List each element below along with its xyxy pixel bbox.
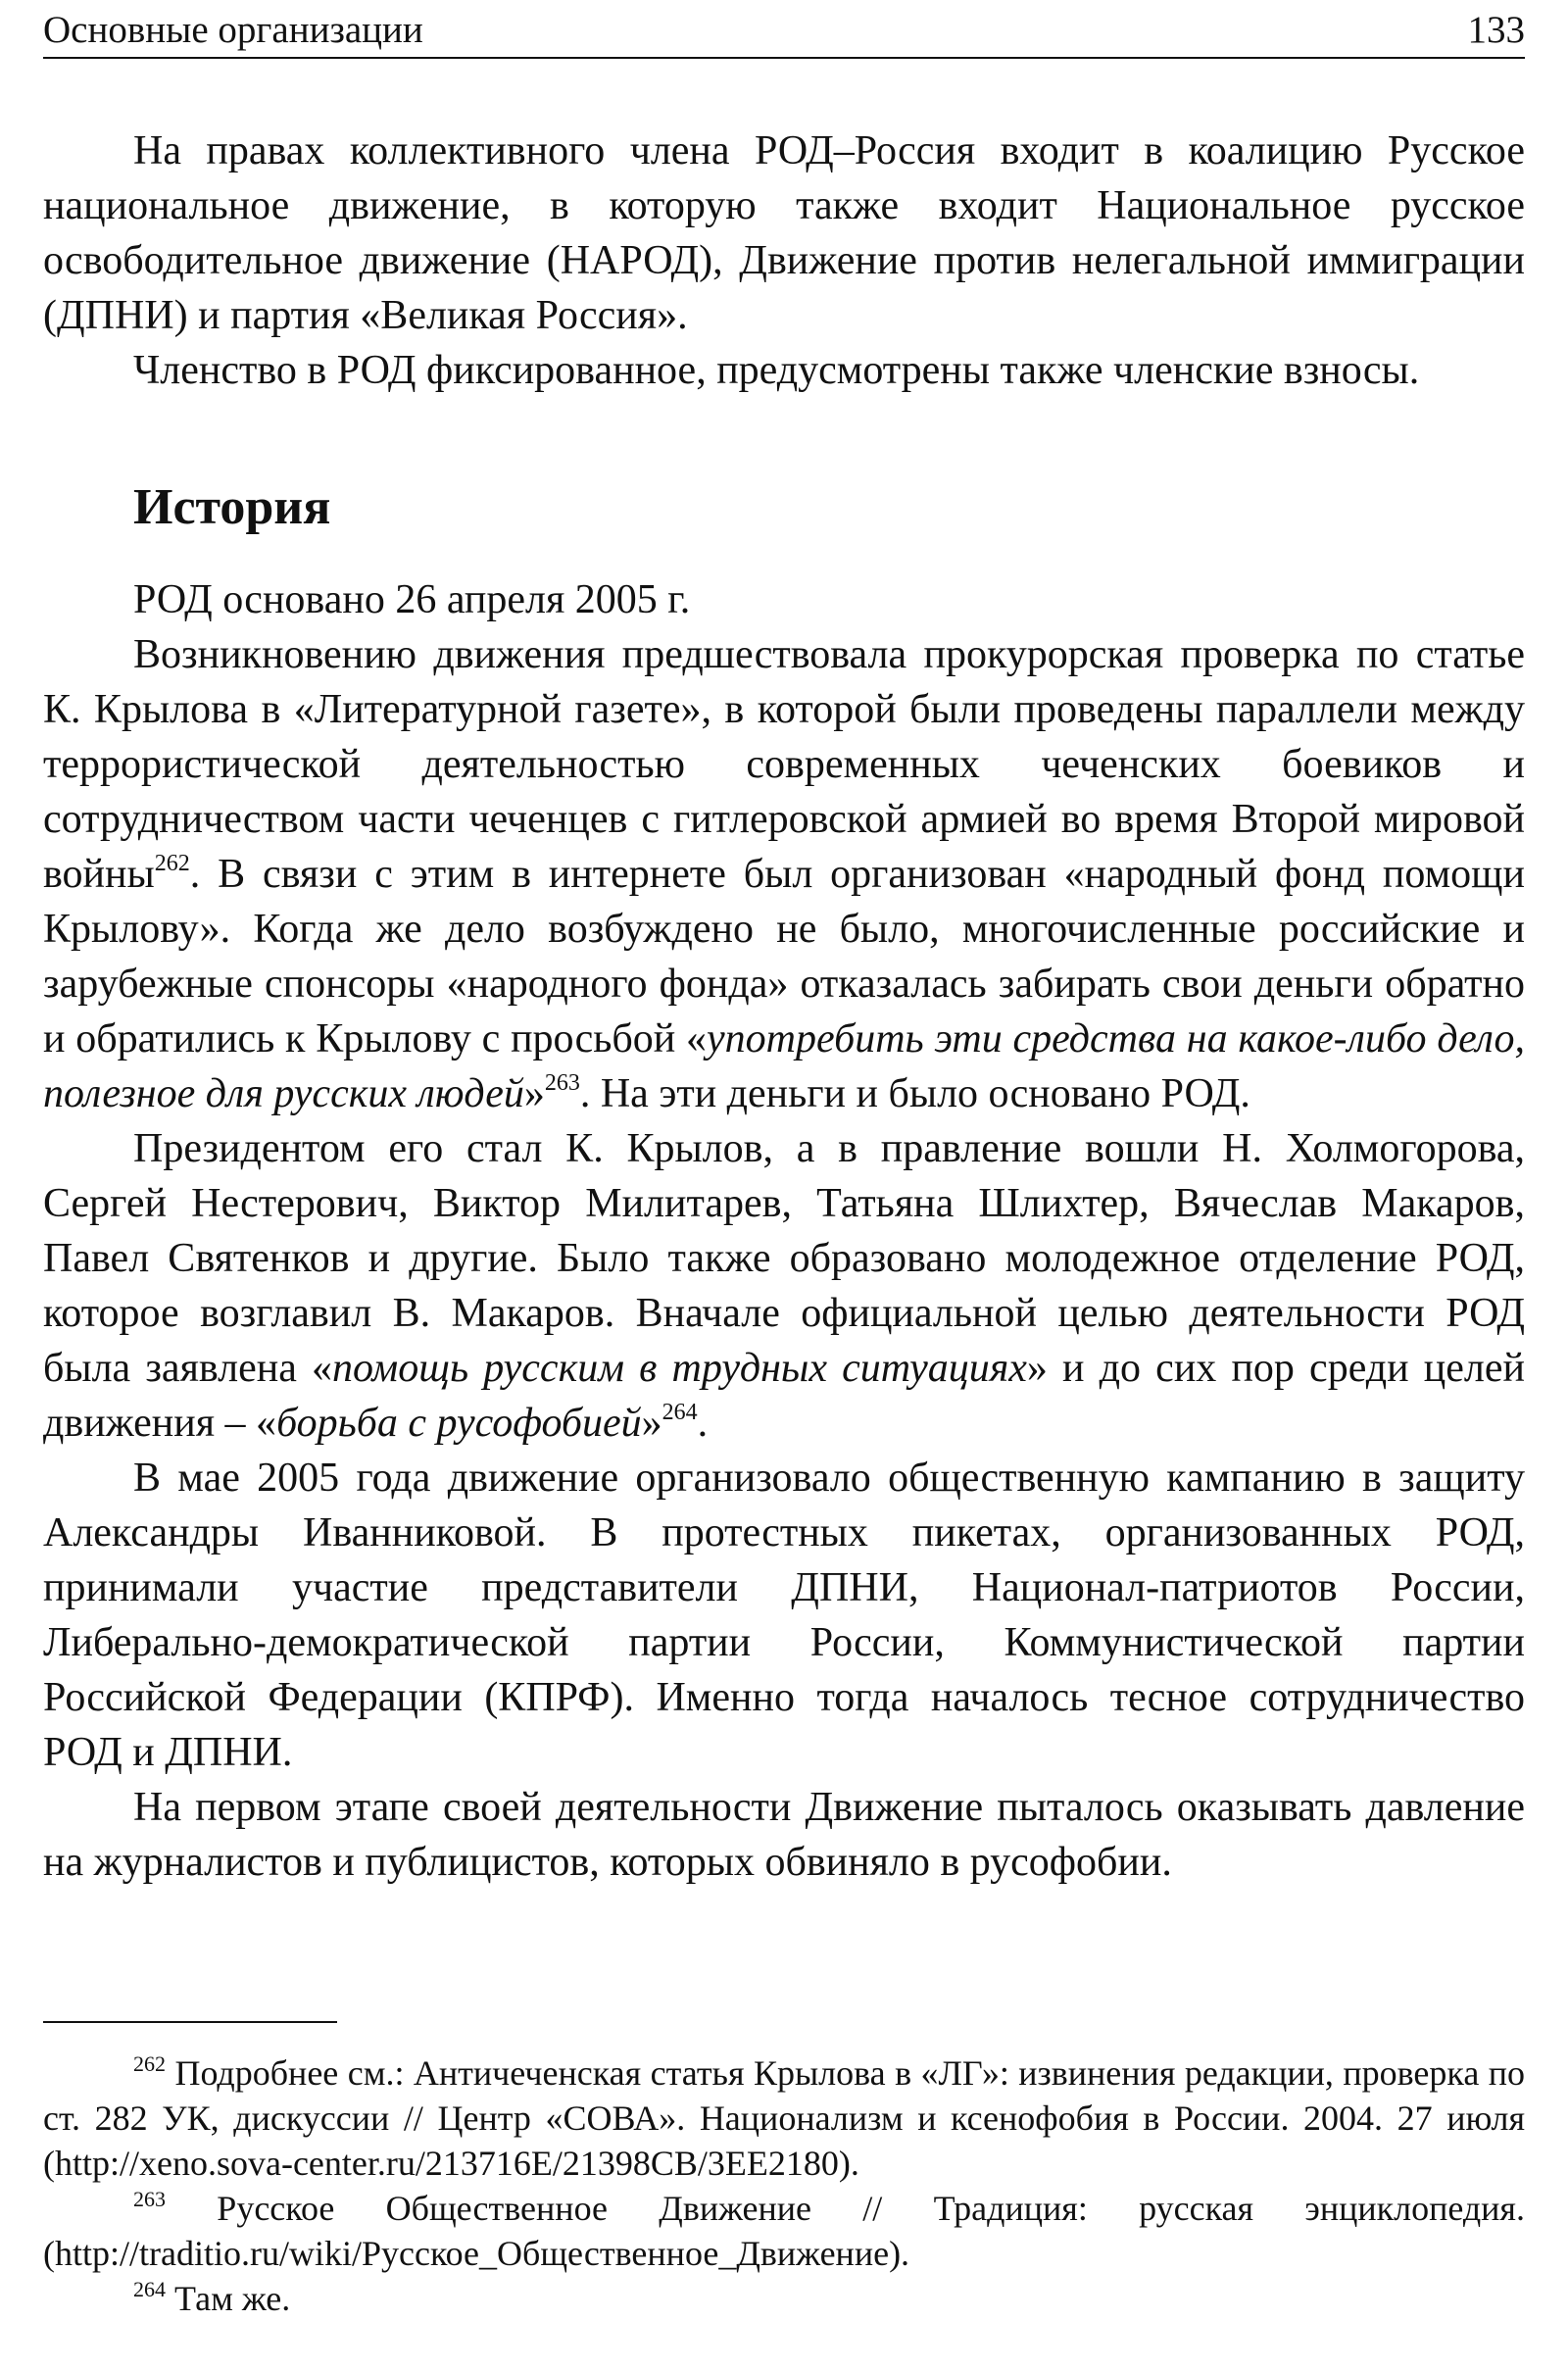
footnote-264 bbox=[43, 2276, 1525, 2321]
footnote-ref-263: 263 bbox=[544, 1070, 580, 1096]
footnote-text: Там же. bbox=[174, 2279, 291, 2318]
president-quote-russophobia: борьба с русофобией bbox=[276, 1401, 642, 1446]
footnote-number: 263 bbox=[133, 2187, 166, 2211]
footnote-262 bbox=[43, 2050, 1525, 2186]
president-text-part: » bbox=[641, 1401, 662, 1446]
footnote-ref-262: 262 bbox=[154, 851, 190, 876]
footnote-text: Подробнее см.: Античеченская статья Крылова в «ЛГ»: извинения редакции, проверка по ст. 282 УК, дискуссии // Центр «СОВА». Национализм и ксенофобия в России. 2004. 27 июля (http://xeno.sova-center.ru/213716E/21398CB/3EE2180). bbox=[43, 2053, 1526, 2183]
paragraph-first-stage: На первом этапе своей деятельности Движение пыталось оказывать давление на журналистов и публицистов, которых обвиняло в русофобии. bbox=[43, 1785, 1525, 1885]
footnote-number: 264 bbox=[133, 2277, 166, 2301]
footnote-text: Русское Общественное Движение // Традиция: русская энциклопедия. (http://traditio.ru/wiki/Русское_Общественное_Движение). bbox=[43, 2189, 1525, 2273]
origin-text-part: » bbox=[523, 1071, 545, 1116]
origin-quote: употребить эти средства на какое-либо дело, полезное для русских людей bbox=[43, 1016, 1526, 1116]
president-text-part: Президентом его стал К. Крылов, а в правление вошли Н. Холмогорова, Сергей Нестерович, Виктор Милитарев, Татьяна Шлихтер, Вячеслав Макаров, Павел Святенков и другие. Было также образовано молодежное отделение РОД, которое возглавил В. Макаров. Вначале официальной целью деятельности РОД была заявлена « bbox=[43, 1126, 1525, 1391]
main-text bbox=[43, 123, 1525, 1890]
origin-text-part: . В связи с этим в интернете был организован «народный фонд помощи Крылову». Когда же дело возбуждено не было, многочисленные российские и зарубежные спонсоры «народного фонда» отказалась забирать свои деньги обратно и обратились к Крылову с просьбой « bbox=[43, 852, 1525, 1062]
book-page bbox=[43, 0, 1525, 2370]
paragraph-origin bbox=[43, 627, 1525, 1121]
president-quote-help: помощь русским в трудных ситуациях bbox=[332, 1346, 1027, 1391]
footnotes bbox=[43, 2050, 1525, 2321]
section-heading-history: История bbox=[133, 479, 331, 535]
president-text-part: » и до сих пор среди целей движения – « bbox=[43, 1346, 1525, 1446]
paragraph-president bbox=[43, 1121, 1525, 1451]
footnote-divider bbox=[43, 2021, 337, 2023]
president-text-part: . bbox=[697, 1401, 709, 1446]
footnote-263 bbox=[43, 2186, 1525, 2276]
origin-text-part: . На эти деньги и было основано РОД. bbox=[579, 1071, 1250, 1116]
footnote-ref-264: 264 bbox=[662, 1400, 698, 1425]
origin-text-part: Возникновению движения предшествовала прокурорская проверка по статье К. Крылова в «Литературной газете», в которой были проведены параллели между террористической деятельностью современных чеченских боевиков и сотрудничеством части чеченцев с гитлеровской армией во время Второй мировой войны bbox=[43, 632, 1525, 897]
footnote-number: 262 bbox=[133, 2051, 166, 2076]
paragraph-may-2005: В мае 2005 года движение организовало общественную кампанию в защиту Александры Иванниковой. В протестных пикетах, организованных РОД, принимали участие представители ДПНИ, Национал-патриотов России, Либерально-демократической партии России, Коммунистической партии Российской Федерации (КПРФ). Именно тогда началось тесное сотрудничество РОД и ДПНИ. bbox=[43, 1456, 1525, 1775]
paragraph-founded: РОД основано 26 апреля 2005 г. bbox=[133, 577, 691, 622]
running-header-title: Основные организации bbox=[43, 9, 423, 51]
paragraph-membership: Членство в РОД фиксированное, предусмотрены также членские взносы. bbox=[133, 348, 1420, 393]
running-header bbox=[43, 6, 1525, 59]
paragraph-coalition: На правах коллективного члена РОД–Россия входит в коалицию Русское национальное движение, в которую также входит Национальное русское освободительное движение (НАРОД), Движение против нелегальной иммиграции (ДПНИ) и партия «Великая Россия». bbox=[43, 128, 1525, 338]
page-number: 133 bbox=[1467, 9, 1525, 51]
